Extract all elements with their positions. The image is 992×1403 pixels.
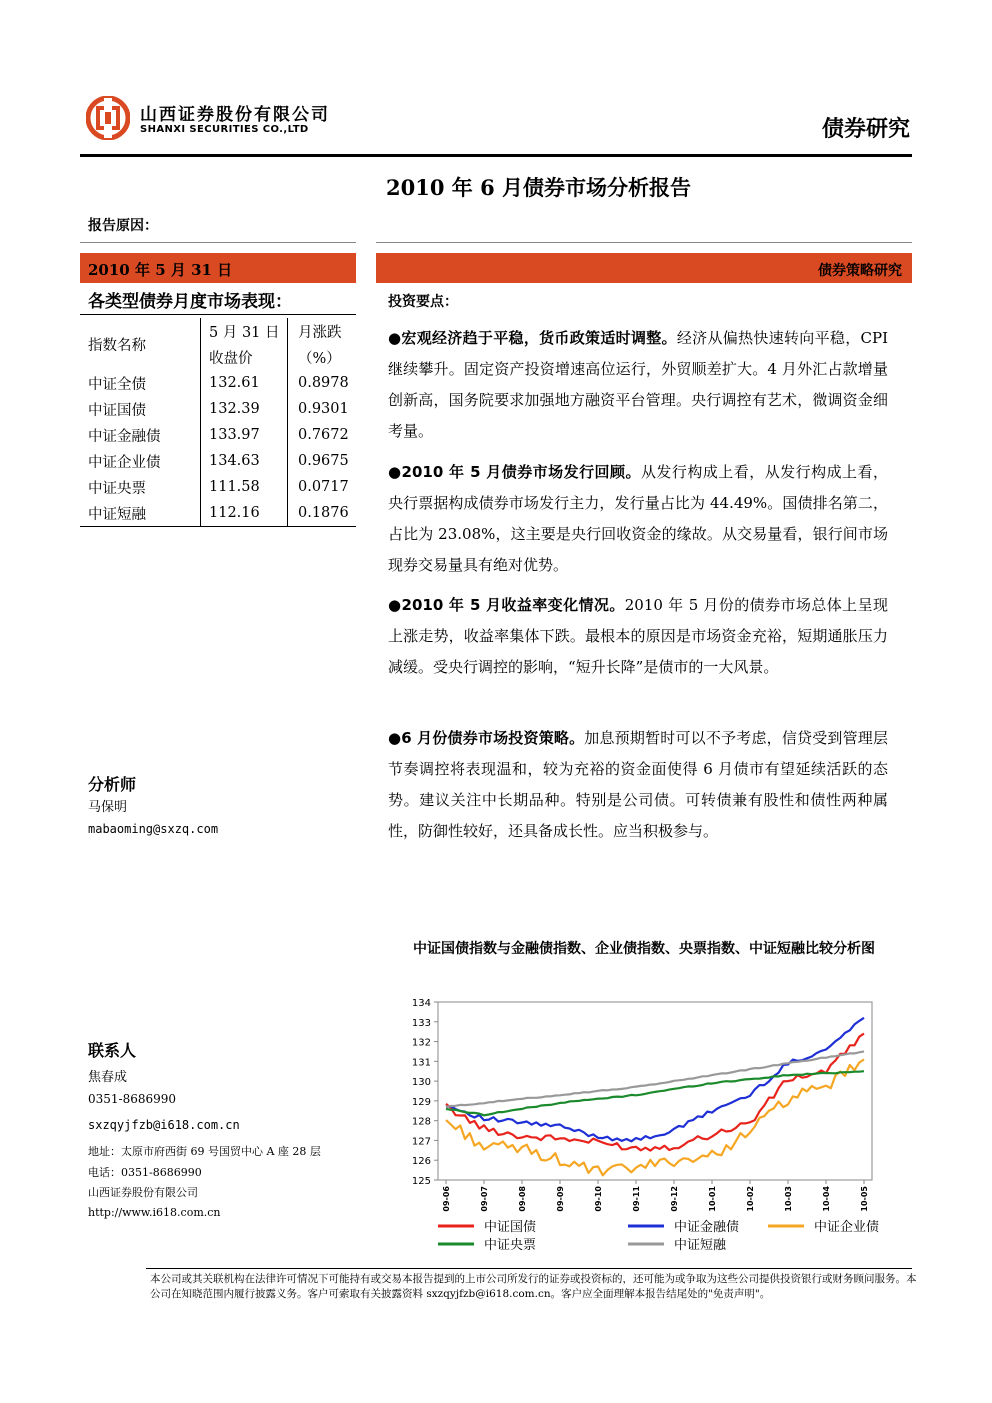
legend-label: 中证短融 — [674, 1238, 727, 1253]
index-name: 中证金融债 — [80, 422, 201, 448]
y-tick-label: 127 — [411, 1136, 431, 1148]
invest-point — [388, 323, 888, 447]
invest-point-heading: ●宏观经济趋于平稳，货币政策适时调整。 — [388, 329, 677, 347]
chart-title: 中证国债指数与金融债指数、企业债指数、央票指数、中证短融比较分析图 — [413, 941, 875, 957]
table-header-row — [80, 318, 356, 344]
x-tick-label: 09-10 — [594, 1186, 603, 1212]
table-row — [80, 370, 356, 396]
left-divider — [80, 242, 356, 243]
y-tick-label: 129 — [411, 1096, 431, 1108]
contact-address: 地址：太原市府西街 69 号国贸中心 A 座 28 层 — [88, 1145, 321, 1158]
index-name: 中证央票 — [80, 474, 201, 500]
index-close: 134.63 — [201, 448, 288, 474]
index-name: 中证全债 — [80, 370, 201, 396]
legend-label: 中证国债 — [484, 1220, 537, 1235]
legend-label: 中证央票 — [484, 1238, 537, 1253]
invest-point — [388, 457, 888, 581]
table-row — [80, 500, 356, 527]
invest-point-heading: ●2010 年 5 月收益率变化情况。 — [388, 596, 625, 614]
contact-heading: 联系人 — [88, 1041, 137, 1060]
invest-point-heading: ●6 月份债券市场投资策略。 — [388, 729, 585, 747]
table-top-rule — [80, 314, 356, 315]
invest-point-heading: ●2010 年 5 月债券市场发行回顾。 — [388, 463, 641, 481]
invest-point-text: 从发行构成上看，从发行构成上看，央行票据构成债券市场发行主力，发行量占比为 44.49%。国债排名第二，占比为 23.08%，这主要是央行回收资金的缘故。从交易量看，银行间市场现券交易量具有绝对优势。 — [388, 463, 888, 574]
invest-point-text: 加息预期暂时可以不予考虑，信贷受到管理层节奏调控将表现温和，较为充裕的资金面使得 6 月债市有望延续活跃的态势。建议关注中长期品种。特别是公司债。可转债兼有股性和债性两种属性，防御性较好，还具备成长性。应当积极参与。 — [388, 729, 889, 840]
y-tick-label: 130 — [411, 1077, 431, 1089]
company-logo — [86, 96, 130, 140]
y-tick-label: 126 — [411, 1156, 431, 1168]
footer-divider — [146, 1268, 912, 1269]
index-name: 中证企业债 — [80, 448, 201, 474]
comparison-line-chart — [400, 990, 890, 1260]
x-tick-label: 09-12 — [670, 1186, 679, 1212]
contact-email[interactable]: sxzqyjfzb@i618.com.cn — [88, 1118, 240, 1132]
report-reason-label: 报告原因： — [88, 218, 158, 234]
disclaimer: 本公司或其关联机构在法律许可情况下可能持有或交易本报告提到的上市公司所发行的证券或投资标的，还可能为或争取为这些公司提供投资银行或财务顾问服务。本公司在知晓范围内履行披露义务。客户可索取有关披露资料 sxzqyjfzb@i618.com.cn。客户应全面理解本报告结尾处的"免责声明"。 — [150, 1273, 917, 1300]
contact-tel: 电话：0351-8686990 — [88, 1166, 202, 1179]
index-close: 132.39 — [201, 396, 288, 422]
table-row — [80, 396, 356, 422]
index-change: 0.1876 — [288, 500, 357, 527]
analyst-name: 马保明 — [88, 800, 128, 815]
contact-phone: 0351-8686990 — [88, 1092, 177, 1106]
x-tick-label: 10-04 — [822, 1186, 831, 1212]
strategy-label: 债券策略研究 — [818, 263, 902, 279]
col-header-change-1: 月涨跌 — [298, 324, 342, 341]
x-tick-label: 09-11 — [632, 1186, 641, 1212]
index-close: 133.97 — [201, 422, 288, 448]
x-tick-label: 09-07 — [480, 1186, 489, 1212]
index-change: 0.0717 — [298, 479, 349, 495]
x-tick-label: 10-02 — [746, 1186, 755, 1212]
legend-label: 中证企业债 — [814, 1220, 880, 1235]
invest-point — [388, 590, 888, 683]
x-tick-label: 10-03 — [784, 1186, 793, 1212]
index-close: 132.61 — [201, 370, 288, 396]
analyst-heading: 分析师 — [88, 775, 137, 794]
invest-points-label: 投资要点： — [388, 294, 458, 310]
invest-point-text: 2010 年 5 月份的债券市场总体上呈现上涨走势，收益率集体下跌。最根本的原因是市场资金充裕，短期通胀压力减缓。受央行调控的影响，“短升长降”是债市的一大风景。 — [388, 596, 888, 676]
x-tick-label: 09-06 — [442, 1186, 451, 1212]
contact-website[interactable]: http://www.i618.com.cn — [88, 1206, 221, 1219]
analyst-email[interactable]: mabaoming@sxzq.com — [88, 822, 219, 836]
performance-table — [80, 318, 356, 527]
report-date: 2010 年 5 月 31 日 — [88, 261, 233, 279]
y-tick-label: 128 — [411, 1116, 431, 1128]
index-change: 0.9675 — [298, 453, 349, 469]
index-change: 0.7672 — [298, 427, 349, 443]
company-name-en: SHANXI SECURITIES CO.,LTD — [140, 124, 309, 135]
report-title: 2010 年 6 月债券市场分析报告 — [386, 175, 691, 200]
col-header-name: 指数名称 — [80, 318, 201, 370]
contact-name: 焦春成 — [88, 1070, 128, 1085]
index-change: 0.8978 — [298, 375, 349, 391]
performance-heading: 各类型债券月度市场表现： — [88, 292, 292, 312]
table-row — [80, 474, 356, 500]
index-name: 中证短融 — [80, 500, 201, 527]
y-tick-label: 132 — [411, 1037, 431, 1049]
index-name: 中证国债 — [80, 396, 201, 422]
y-tick-label: 133 — [411, 1017, 431, 1029]
index-close: 112.16 — [201, 500, 288, 527]
index-change: 0.9301 — [298, 401, 349, 417]
table-row — [80, 448, 356, 474]
invest-point — [388, 723, 888, 847]
y-tick-label: 125 — [411, 1176, 431, 1187]
x-tick-label: 09-08 — [518, 1186, 527, 1212]
company-name-cn: 山西证券股份有限公司 — [140, 105, 330, 125]
x-tick-label: 10-01 — [708, 1186, 717, 1212]
table-row — [80, 422, 356, 448]
section-label: 债券研究 — [821, 116, 910, 142]
header-divider — [80, 154, 912, 157]
contact-company: 山西证券股份有限公司 — [88, 1186, 198, 1199]
x-tick-label: 10-05 — [860, 1186, 869, 1212]
y-tick-label: 131 — [411, 1057, 431, 1069]
col-header-close-1: 5 月 31 日 — [201, 318, 288, 344]
invest-point-text: 经济从偏热快速转向平稳，CPI 继续攀升。固定资产投资增速高位运行，外贸顺差扩大。4 月外汇占款增量创新高，国务院要求加强地方融资平台管理。央行调控有艺术，微调资金细考量。 — [388, 329, 888, 440]
y-tick-label: 134 — [411, 998, 431, 1009]
col-header-close-2: 收盘价 — [201, 344, 288, 370]
legend-label: 中证金融债 — [674, 1220, 740, 1235]
col-header-change-2: （%） — [298, 350, 341, 367]
x-tick-label: 09-09 — [556, 1186, 565, 1212]
right-divider — [376, 242, 912, 243]
index-close: 111.58 — [201, 474, 288, 500]
